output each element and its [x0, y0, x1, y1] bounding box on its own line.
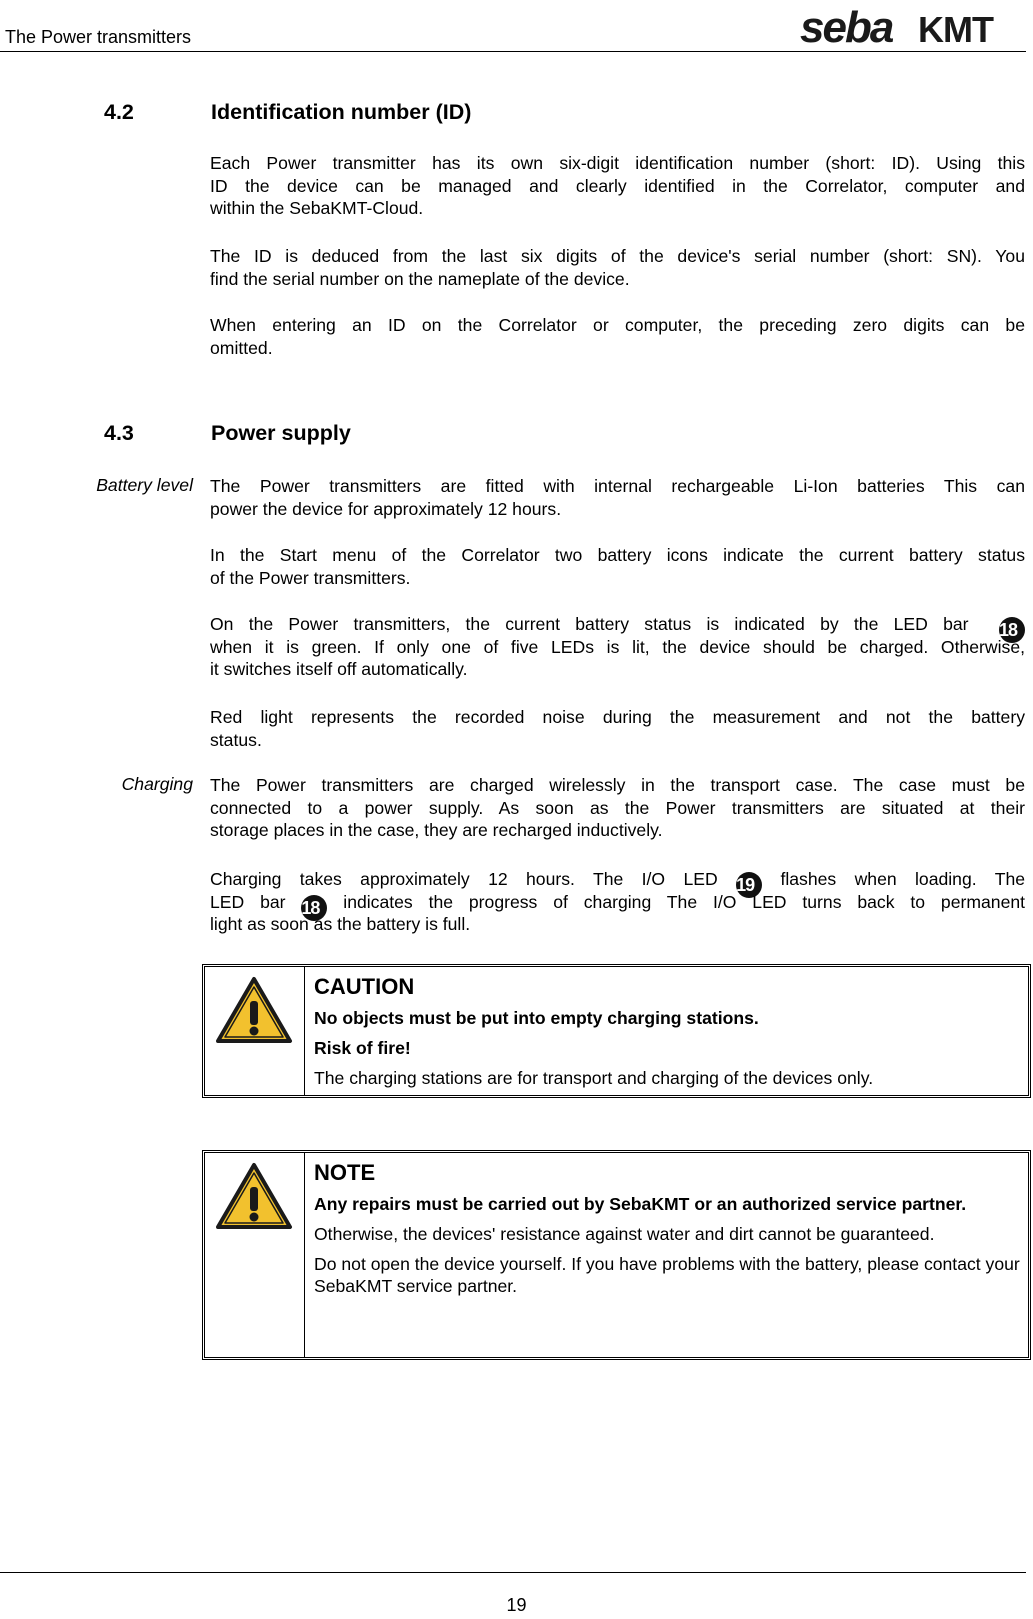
note-title: NOTE	[314, 1160, 376, 1185]
caution-headline: No objects must be put into empty charging stations.	[314, 1008, 759, 1028]
warning-triangle-icon	[215, 1161, 293, 1231]
margin-label-battery: Battery level	[96, 475, 193, 495]
paragraph-id-intro: Each Power transmitter has its own six-digit identification number (short: ID). Using this ID the device can be managed and clearly identified in the Correlator, computer and within the SebaKMT-Cloud.	[210, 153, 1025, 218]
caution-risk: Risk of fire!	[314, 1038, 411, 1058]
note-body-2: Do not open the device yourself. If you have problems with the battery, please contact your SebaKMT service partner.	[314, 1254, 1020, 1296]
callout-18-badge: 18	[999, 617, 1025, 643]
margin-label-charging: Charging	[121, 774, 193, 794]
paragraph-red-light: Red light represents the recorded noise during the measurement and not the battery status.	[210, 707, 1025, 750]
note-box	[202, 1150, 1031, 1360]
header-rule	[0, 51, 1026, 52]
paragraph-battery-icons: In the Start menu of the Correlator two battery icons indicate the current battery status of the Power transmitters.	[210, 545, 1025, 588]
note-headline: Any repairs must be carried out by SebaKMT or an authorized service partner.	[314, 1194, 967, 1214]
note-body-1: Otherwise, the devices' resistance against water and dirt cannot be guaranteed.	[314, 1224, 935, 1244]
caution-body: The charging stations are for transport and charging of the devices only.	[314, 1068, 874, 1088]
page-number: 19	[506, 1595, 527, 1615]
paragraph-led-bar: On the Power transmitters, the current battery status is indicated by the LED bar 18 when it is green. If only one of five LEDs is lit, the device should be charged. Otherwise, it switches itself off automatically.	[210, 614, 1025, 679]
caution-icon-cell	[205, 967, 305, 1095]
svg-text:KMT: KMT	[918, 9, 993, 48]
paragraph-charging: The Power transmitters are charged wirelessly in the transport case. The case must be connected to a power supply. As soon as the Power transmitters are situated at their storage places in the case, they are recharged inductively.	[210, 775, 1025, 840]
section-number: 4.3	[104, 421, 134, 445]
caution-box	[202, 964, 1031, 1098]
header-title: The Power transmitters	[5, 27, 192, 47]
caution-text	[314, 973, 1022, 1097]
caution-title: CAUTION	[314, 974, 415, 999]
sebakmt-logo	[800, 8, 1026, 48]
note-text	[314, 1159, 1022, 1305]
footer-rule	[0, 1572, 1026, 1573]
paragraph-charging-time: Charging takes approximately 12 hours. The I/O LED 19 flashes when loading. The LED bar 18 indicates the progress of charging The I/O LED turns back to permanent light as soon as the battery is full.	[210, 869, 1026, 934]
svg-text:seba: seba	[800, 8, 893, 48]
section-number: 4.2	[104, 100, 134, 124]
paragraph-id-serial: The ID is deduced from the last six digits of the device's serial number (short: SN). You find the serial number on the nameplate of the device.	[210, 246, 1025, 289]
paragraph-battery: The Power transmitters are fitted with internal rechargeable Li-Ion batteries This can power the device for approximately 12 hours.	[210, 476, 1025, 519]
section-title: Identification number (ID)	[211, 100, 472, 124]
note-icon-cell	[205, 1153, 305, 1357]
warning-triangle-icon	[215, 975, 293, 1045]
callout-18-badge: 18	[301, 895, 327, 921]
paragraph-id-zero: When entering an ID on the Correlator or computer, the preceding zero digits can be omitted.	[210, 315, 1025, 358]
section-title: Power supply	[211, 421, 351, 445]
callout-19-badge: 19	[736, 872, 762, 898]
